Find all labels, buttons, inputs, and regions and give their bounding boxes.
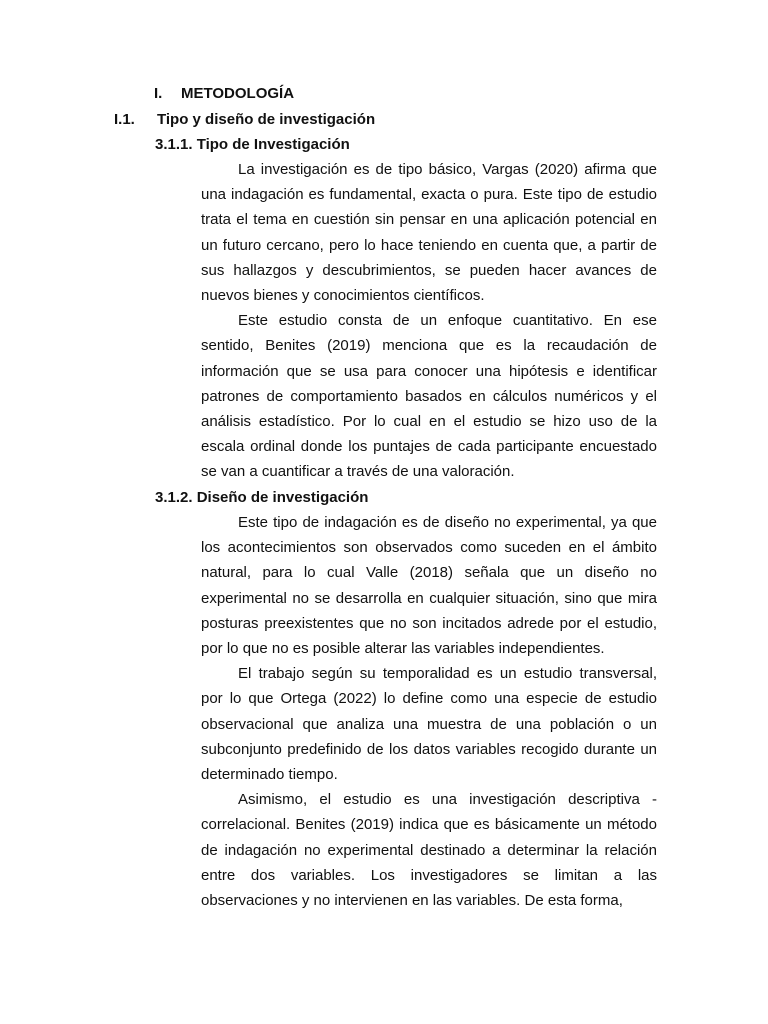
chapter-number: I. bbox=[154, 85, 163, 102]
subsection-title-tipo: 3.1.1. Tipo de Investigación bbox=[155, 136, 350, 153]
paragraph: La investigación es de tipo básico, Vargas (2020) afirma que una indagación es fundamental, exacta o pura. Este tipo de estudio trata el tema en cuestión sin pensar en una aplicación potencial en un futuro cercano, pero lo hace teniendo en cuenta que, a partir de sus hallazgos y descubrimientos, se pueden hacer avances de nuevos bienes y conocimientos científicos. bbox=[201, 161, 657, 305]
paragraph: Asimismo, el estudio es una investigación descriptiva - correlacional. Benites (2019) indica que es básicamente un método de indagación no experimental destinado a determinar la relación entre dos variables. Los investigadores se limitan a las observaciones y no intervienen en las variables. De esta forma, bbox=[201, 791, 657, 910]
subsection-body-tipo bbox=[201, 157, 657, 485]
chapter-title: METODOLOGÍA bbox=[181, 85, 295, 102]
subsection-body-diseno bbox=[201, 510, 657, 913]
paragraph: El trabajo según su temporalidad es un estudio transversal, por lo que Ortega (2022) lo define como una especie de estudio observacional que analiza una muestra de una población o un subconjunto predefinido de los datos variables recogido durante un determinado tiempo. bbox=[201, 665, 657, 784]
section-number: I.1. bbox=[114, 111, 135, 128]
subsection-title-diseno: 3.1.2. Diseño de investigación bbox=[155, 489, 369, 506]
paragraph: Este tipo de indagación es de diseño no experimental, ya que los acontecimientos son observados como suceden en el ámbito natural, para lo cual Valle (2018) señala que un diseño no experimental no se desarrolla en cualquier situación, sino que mira posturas preexistentes que no son incitados adrede por el estudio, por lo que no es posible alterar las variables independientes. bbox=[201, 514, 657, 658]
paragraph: Este estudio consta de un enfoque cuantitativo. En ese sentido, Benites (2019) menciona que es la recaudación de información que se usa para conocer una hipótesis e identificar patrones de comportamiento basados en cálculos numéricos y el análisis estadístico. Por lo cual en el estudio se hizo uso de la escala ordinal donde los puntajes de cada participante encuestado se van a cuantificar a través de una valoración. bbox=[201, 312, 657, 481]
section-title: Tipo y diseño de investigación bbox=[157, 111, 376, 128]
